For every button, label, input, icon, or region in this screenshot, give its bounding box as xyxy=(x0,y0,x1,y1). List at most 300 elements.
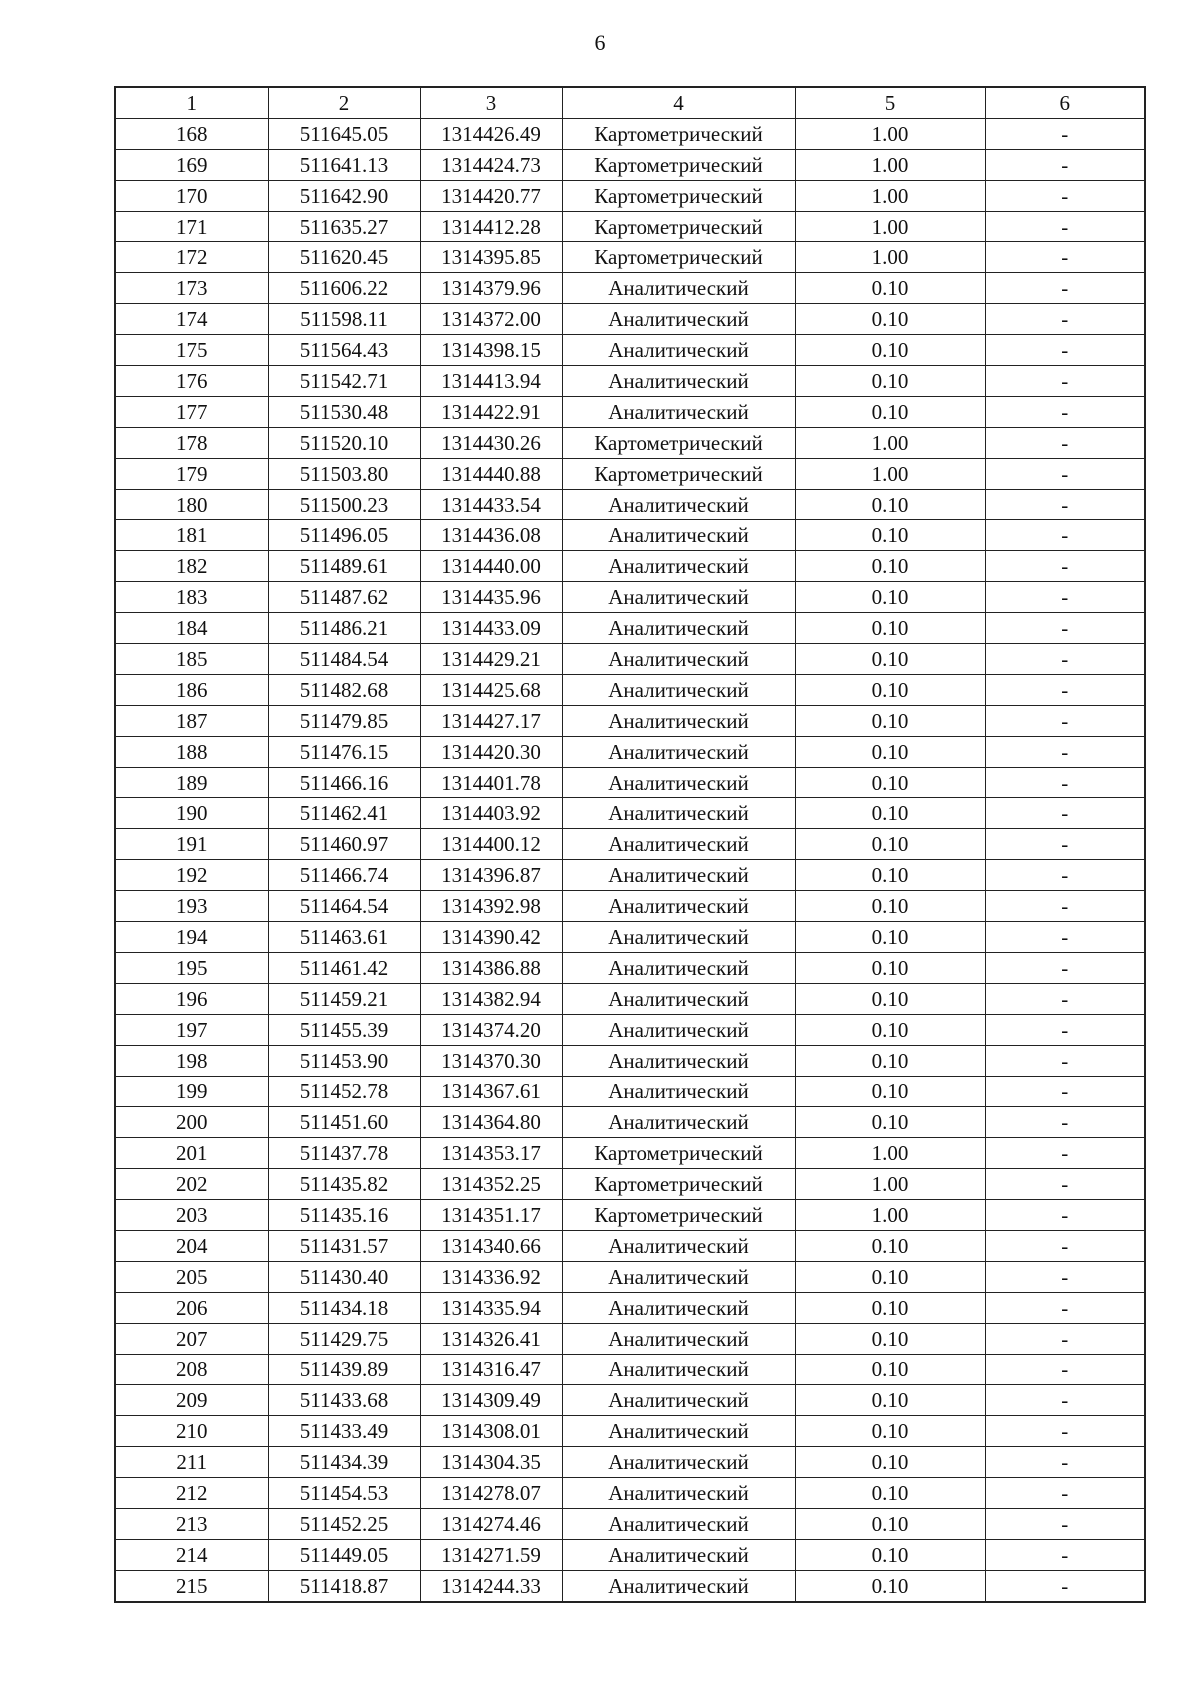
cell-coord-y: 1314427.17 xyxy=(420,705,562,736)
table-row xyxy=(115,1076,1145,1107)
cell-point-number: 176 xyxy=(115,366,268,397)
cell-point-number: 203 xyxy=(115,1200,268,1231)
cell-point-number: 182 xyxy=(115,551,268,582)
cell-note: - xyxy=(985,952,1145,983)
cell-method: Аналитический xyxy=(562,1447,795,1478)
cell-coord-y: 1314374.20 xyxy=(420,1014,562,1045)
cell-coord-x: 511530.48 xyxy=(268,396,420,427)
cell-note: - xyxy=(985,242,1145,273)
cell-coord-x: 511431.57 xyxy=(268,1230,420,1261)
cell-note: - xyxy=(985,582,1145,613)
table-row xyxy=(115,1200,1145,1231)
cell-method: Картометрический xyxy=(562,1200,795,1231)
cell-coord-x: 511430.40 xyxy=(268,1261,420,1292)
cell-accuracy: 0.10 xyxy=(795,1354,985,1385)
table-row xyxy=(115,242,1145,273)
cell-point-number: 204 xyxy=(115,1230,268,1261)
cell-accuracy: 0.10 xyxy=(795,767,985,798)
table-row xyxy=(115,366,1145,397)
cell-accuracy: 0.10 xyxy=(795,705,985,736)
cell-coord-y: 1314435.96 xyxy=(420,582,562,613)
cell-accuracy: 0.10 xyxy=(795,829,985,860)
cell-note: - xyxy=(985,335,1145,366)
table-row xyxy=(115,952,1145,983)
cell-accuracy: 0.10 xyxy=(795,1292,985,1323)
cell-method: Аналитический xyxy=(562,1261,795,1292)
cell-method: Аналитический xyxy=(562,798,795,829)
cell-note: - xyxy=(985,118,1145,149)
cell-coord-y: 1314352.25 xyxy=(420,1169,562,1200)
cell-method: Картометрический xyxy=(562,211,795,242)
cell-point-number: 173 xyxy=(115,273,268,304)
table-row xyxy=(115,705,1145,736)
cell-accuracy: 0.10 xyxy=(795,304,985,335)
cell-coord-y: 1314326.41 xyxy=(420,1323,562,1354)
table-row xyxy=(115,582,1145,613)
cell-point-number: 213 xyxy=(115,1508,268,1539)
cell-accuracy: 0.10 xyxy=(795,551,985,582)
cell-note: - xyxy=(985,273,1145,304)
cell-point-number: 197 xyxy=(115,1014,268,1045)
cell-accuracy: 0.10 xyxy=(795,1014,985,1045)
cell-point-number: 178 xyxy=(115,427,268,458)
cell-point-number: 196 xyxy=(115,983,268,1014)
cell-accuracy: 1.00 xyxy=(795,1200,985,1231)
cell-note: - xyxy=(985,458,1145,489)
table-row xyxy=(115,1107,1145,1138)
cell-point-number: 193 xyxy=(115,891,268,922)
cell-note: - xyxy=(985,1416,1145,1447)
cell-coord-y: 1314429.21 xyxy=(420,644,562,675)
cell-accuracy: 0.10 xyxy=(795,582,985,613)
table-row xyxy=(115,149,1145,180)
cell-accuracy: 1.00 xyxy=(795,427,985,458)
cell-coord-x: 511564.43 xyxy=(268,335,420,366)
cell-accuracy: 0.10 xyxy=(795,1570,985,1601)
cell-accuracy: 0.10 xyxy=(795,273,985,304)
cell-coord-x: 511466.74 xyxy=(268,860,420,891)
cell-coord-x: 511418.87 xyxy=(268,1570,420,1601)
cell-accuracy: 0.10 xyxy=(795,952,985,983)
cell-point-number: 206 xyxy=(115,1292,268,1323)
table-row xyxy=(115,829,1145,860)
cell-method: Аналитический xyxy=(562,1230,795,1261)
cell-method: Аналитический xyxy=(562,1107,795,1138)
cell-note: - xyxy=(985,427,1145,458)
cell-coord-y: 1314400.12 xyxy=(420,829,562,860)
cell-note: - xyxy=(985,489,1145,520)
cell-note: - xyxy=(985,1076,1145,1107)
cell-point-number: 211 xyxy=(115,1447,268,1478)
cell-method: Картометрический xyxy=(562,180,795,211)
table-row xyxy=(115,1261,1145,1292)
cell-coord-y: 1314433.09 xyxy=(420,613,562,644)
table-row xyxy=(115,1230,1145,1261)
cell-note: - xyxy=(985,1261,1145,1292)
cell-method: Аналитический xyxy=(562,1570,795,1601)
coordinates-table xyxy=(114,86,1146,1603)
cell-method: Аналитический xyxy=(562,335,795,366)
cell-accuracy: 0.10 xyxy=(795,891,985,922)
cell-accuracy: 0.10 xyxy=(795,1076,985,1107)
table-row xyxy=(115,489,1145,520)
table-row xyxy=(115,304,1145,335)
cell-accuracy: 0.10 xyxy=(795,1539,985,1570)
cell-note: - xyxy=(985,1539,1145,1570)
header-col-6: 6 xyxy=(985,87,1145,118)
cell-method: Аналитический xyxy=(562,1508,795,1539)
cell-point-number: 215 xyxy=(115,1570,268,1601)
cell-method: Аналитический xyxy=(562,582,795,613)
cell-coord-x: 511460.97 xyxy=(268,829,420,860)
table-row xyxy=(115,798,1145,829)
cell-point-number: 189 xyxy=(115,767,268,798)
cell-coord-y: 1314390.42 xyxy=(420,922,562,953)
cell-note: - xyxy=(985,149,1145,180)
cell-coord-y: 1314309.49 xyxy=(420,1385,562,1416)
table-row xyxy=(115,891,1145,922)
page-number: 6 xyxy=(594,30,606,55)
cell-coord-y: 1314424.73 xyxy=(420,149,562,180)
cell-coord-y: 1314412.28 xyxy=(420,211,562,242)
cell-point-number: 177 xyxy=(115,396,268,427)
cell-point-number: 187 xyxy=(115,705,268,736)
cell-accuracy: 0.10 xyxy=(795,983,985,1014)
cell-coord-x: 511466.16 xyxy=(268,767,420,798)
cell-note: - xyxy=(985,829,1145,860)
cell-method: Аналитический xyxy=(562,1478,795,1509)
cell-method: Аналитический xyxy=(562,1014,795,1045)
table-row xyxy=(115,1138,1145,1169)
cell-coord-y: 1314336.92 xyxy=(420,1261,562,1292)
cell-note: - xyxy=(985,1385,1145,1416)
cell-method: Аналитический xyxy=(562,952,795,983)
cell-point-number: 168 xyxy=(115,118,268,149)
cell-method: Аналитический xyxy=(562,829,795,860)
cell-method: Картометрический xyxy=(562,242,795,273)
cell-note: - xyxy=(985,922,1145,953)
table-row xyxy=(115,1354,1145,1385)
cell-accuracy: 1.00 xyxy=(795,458,985,489)
table-row xyxy=(115,273,1145,304)
cell-coord-y: 1314271.59 xyxy=(420,1539,562,1570)
cell-coord-y: 1314364.80 xyxy=(420,1107,562,1138)
cell-method: Картометрический xyxy=(562,427,795,458)
cell-coord-y: 1314422.91 xyxy=(420,396,562,427)
cell-point-number: 195 xyxy=(115,952,268,983)
header-col-1: 1 xyxy=(115,87,268,118)
cell-note: - xyxy=(985,180,1145,211)
cell-point-number: 170 xyxy=(115,180,268,211)
cell-coord-y: 1314433.54 xyxy=(420,489,562,520)
table-row xyxy=(115,211,1145,242)
cell-coord-x: 511435.82 xyxy=(268,1169,420,1200)
cell-method: Картометрический xyxy=(562,149,795,180)
cell-method: Картометрический xyxy=(562,458,795,489)
cell-note: - xyxy=(985,1230,1145,1261)
cell-point-number: 199 xyxy=(115,1076,268,1107)
cell-coord-y: 1314316.47 xyxy=(420,1354,562,1385)
cell-accuracy: 0.10 xyxy=(795,736,985,767)
table-row xyxy=(115,1169,1145,1200)
cell-coord-x: 511635.27 xyxy=(268,211,420,242)
cell-coord-x: 511487.62 xyxy=(268,582,420,613)
cell-note: - xyxy=(985,396,1145,427)
cell-accuracy: 0.10 xyxy=(795,798,985,829)
cell-note: - xyxy=(985,1292,1145,1323)
cell-coord-x: 511598.11 xyxy=(268,304,420,335)
cell-accuracy: 1.00 xyxy=(795,211,985,242)
cell-point-number: 184 xyxy=(115,613,268,644)
table-row xyxy=(115,1385,1145,1416)
cell-accuracy: 0.10 xyxy=(795,1478,985,1509)
cell-accuracy: 0.10 xyxy=(795,1261,985,1292)
cell-point-number: 172 xyxy=(115,242,268,273)
cell-accuracy: 1.00 xyxy=(795,118,985,149)
table-row xyxy=(115,767,1145,798)
cell-coord-x: 511452.78 xyxy=(268,1076,420,1107)
cell-accuracy: 0.10 xyxy=(795,860,985,891)
cell-accuracy: 0.10 xyxy=(795,335,985,366)
table-row xyxy=(115,1045,1145,1076)
cell-method: Аналитический xyxy=(562,551,795,582)
cell-coord-y: 1314440.88 xyxy=(420,458,562,489)
cell-coord-y: 1314403.92 xyxy=(420,798,562,829)
cell-coord-y: 1314426.49 xyxy=(420,118,562,149)
cell-method: Картометрический xyxy=(562,1138,795,1169)
cell-accuracy: 0.10 xyxy=(795,674,985,705)
cell-note: - xyxy=(985,613,1145,644)
cell-note: - xyxy=(985,304,1145,335)
cell-coord-y: 1314440.00 xyxy=(420,551,562,582)
cell-point-number: 185 xyxy=(115,644,268,675)
header-col-3: 3 xyxy=(420,87,562,118)
table-row xyxy=(115,458,1145,489)
cell-coord-y: 1314386.88 xyxy=(420,952,562,983)
table-row xyxy=(115,860,1145,891)
cell-accuracy: 0.10 xyxy=(795,644,985,675)
cell-coord-y: 1314396.87 xyxy=(420,860,562,891)
cell-method: Аналитический xyxy=(562,1076,795,1107)
cell-point-number: 202 xyxy=(115,1169,268,1200)
cell-coord-y: 1314392.98 xyxy=(420,891,562,922)
cell-coord-x: 511486.21 xyxy=(268,613,420,644)
header-col-2: 2 xyxy=(268,87,420,118)
cell-note: - xyxy=(985,366,1145,397)
cell-point-number: 179 xyxy=(115,458,268,489)
table-row xyxy=(115,396,1145,427)
cell-coord-x: 511645.05 xyxy=(268,118,420,149)
cell-point-number: 169 xyxy=(115,149,268,180)
cell-note: - xyxy=(985,983,1145,1014)
cell-coord-x: 511642.90 xyxy=(268,180,420,211)
cell-method: Аналитический xyxy=(562,1323,795,1354)
cell-method: Аналитический xyxy=(562,922,795,953)
cell-note: - xyxy=(985,1107,1145,1138)
cell-method: Аналитический xyxy=(562,489,795,520)
cell-accuracy: 0.10 xyxy=(795,1447,985,1478)
cell-point-number: 174 xyxy=(115,304,268,335)
cell-point-number: 210 xyxy=(115,1416,268,1447)
table-row xyxy=(115,1508,1145,1539)
cell-note: - xyxy=(985,1570,1145,1601)
cell-coord-x: 511464.54 xyxy=(268,891,420,922)
cell-note: - xyxy=(985,644,1145,675)
table-row xyxy=(115,1323,1145,1354)
cell-coord-y: 1314372.00 xyxy=(420,304,562,335)
table-row xyxy=(115,1416,1145,1447)
cell-accuracy: 1.00 xyxy=(795,1138,985,1169)
cell-coord-y: 1314367.61 xyxy=(420,1076,562,1107)
cell-method: Аналитический xyxy=(562,304,795,335)
cell-coord-y: 1314398.15 xyxy=(420,335,562,366)
cell-coord-x: 511454.53 xyxy=(268,1478,420,1509)
cell-point-number: 214 xyxy=(115,1539,268,1570)
header-row xyxy=(115,87,1145,118)
cell-coord-x: 511620.45 xyxy=(268,242,420,273)
table-row xyxy=(115,335,1145,366)
cell-accuracy: 0.10 xyxy=(795,1385,985,1416)
cell-accuracy: 0.10 xyxy=(795,396,985,427)
table-row xyxy=(115,1292,1145,1323)
table-row xyxy=(115,1447,1145,1478)
cell-accuracy: 1.00 xyxy=(795,149,985,180)
cell-coord-x: 511476.15 xyxy=(268,736,420,767)
cell-point-number: 201 xyxy=(115,1138,268,1169)
cell-coord-x: 511451.60 xyxy=(268,1107,420,1138)
cell-note: - xyxy=(985,1508,1145,1539)
cell-method: Аналитический xyxy=(562,1354,795,1385)
cell-note: - xyxy=(985,551,1145,582)
cell-point-number: 194 xyxy=(115,922,268,953)
cell-method: Аналитический xyxy=(562,1539,795,1570)
cell-point-number: 205 xyxy=(115,1261,268,1292)
cell-coord-y: 1314308.01 xyxy=(420,1416,562,1447)
cell-method: Аналитический xyxy=(562,1045,795,1076)
cell-coord-x: 511437.78 xyxy=(268,1138,420,1169)
cell-method: Аналитический xyxy=(562,1416,795,1447)
header-col-5: 5 xyxy=(795,87,985,118)
cell-point-number: 207 xyxy=(115,1323,268,1354)
cell-accuracy: 0.10 xyxy=(795,1508,985,1539)
cell-note: - xyxy=(985,1014,1145,1045)
cell-coord-x: 511463.61 xyxy=(268,922,420,953)
table-row xyxy=(115,1570,1145,1601)
table-row xyxy=(115,551,1145,582)
cell-point-number: 208 xyxy=(115,1354,268,1385)
cell-accuracy: 0.10 xyxy=(795,520,985,551)
cell-coord-x: 511484.54 xyxy=(268,644,420,675)
cell-coord-x: 511482.68 xyxy=(268,674,420,705)
cell-accuracy: 0.10 xyxy=(795,1107,985,1138)
cell-method: Аналитический xyxy=(562,860,795,891)
cell-accuracy: 0.10 xyxy=(795,1416,985,1447)
cell-coord-y: 1314430.26 xyxy=(420,427,562,458)
cell-note: - xyxy=(985,891,1145,922)
cell-method: Аналитический xyxy=(562,674,795,705)
cell-coord-x: 511500.23 xyxy=(268,489,420,520)
cell-method: Аналитический xyxy=(562,891,795,922)
cell-coord-x: 511461.42 xyxy=(268,952,420,983)
cell-coord-x: 511542.71 xyxy=(268,366,420,397)
cell-method: Аналитический xyxy=(562,520,795,551)
cell-point-number: 200 xyxy=(115,1107,268,1138)
cell-accuracy: 1.00 xyxy=(795,180,985,211)
cell-point-number: 186 xyxy=(115,674,268,705)
cell-point-number: 180 xyxy=(115,489,268,520)
cell-coord-x: 511434.39 xyxy=(268,1447,420,1478)
cell-coord-y: 1314395.85 xyxy=(420,242,562,273)
cell-note: - xyxy=(985,736,1145,767)
cell-coord-y: 1314382.94 xyxy=(420,983,562,1014)
cell-method: Аналитический xyxy=(562,983,795,1014)
cell-coord-x: 511433.49 xyxy=(268,1416,420,1447)
cell-accuracy: 0.10 xyxy=(795,1045,985,1076)
cell-coord-y: 1314340.66 xyxy=(420,1230,562,1261)
table-row xyxy=(115,736,1145,767)
cell-method: Аналитический xyxy=(562,1292,795,1323)
table-body xyxy=(115,118,1145,1601)
cell-point-number: 212 xyxy=(115,1478,268,1509)
cell-note: - xyxy=(985,1323,1145,1354)
cell-note: - xyxy=(985,860,1145,891)
table-row xyxy=(115,644,1145,675)
cell-point-number: 209 xyxy=(115,1385,268,1416)
table-row xyxy=(115,427,1145,458)
cell-accuracy: 1.00 xyxy=(795,1169,985,1200)
cell-method: Аналитический xyxy=(562,273,795,304)
table-row xyxy=(115,180,1145,211)
header-col-4: 4 xyxy=(562,87,795,118)
cell-accuracy: 0.10 xyxy=(795,366,985,397)
cell-coord-y: 1314401.78 xyxy=(420,767,562,798)
cell-coord-y: 1314278.07 xyxy=(420,1478,562,1509)
cell-coord-x: 511449.05 xyxy=(268,1539,420,1570)
cell-coord-x: 511641.13 xyxy=(268,149,420,180)
cell-coord-y: 1314370.30 xyxy=(420,1045,562,1076)
cell-point-number: 190 xyxy=(115,798,268,829)
cell-note: - xyxy=(985,1138,1145,1169)
cell-method: Аналитический xyxy=(562,736,795,767)
cell-note: - xyxy=(985,1354,1145,1385)
cell-coord-x: 511435.16 xyxy=(268,1200,420,1231)
cell-coord-y: 1314353.17 xyxy=(420,1138,562,1169)
cell-method: Аналитический xyxy=(562,644,795,675)
cell-note: - xyxy=(985,1200,1145,1231)
table-row xyxy=(115,613,1145,644)
cell-method: Аналитический xyxy=(562,705,795,736)
cell-note: - xyxy=(985,211,1145,242)
cell-accuracy: 0.10 xyxy=(795,922,985,953)
cell-note: - xyxy=(985,1478,1145,1509)
cell-coord-x: 511439.89 xyxy=(268,1354,420,1385)
cell-point-number: 175 xyxy=(115,335,268,366)
cell-coord-x: 511455.39 xyxy=(268,1014,420,1045)
cell-accuracy: 0.10 xyxy=(795,1323,985,1354)
cell-coord-x: 511479.85 xyxy=(268,705,420,736)
table-row xyxy=(115,1014,1145,1045)
table-row xyxy=(115,1478,1145,1509)
cell-coord-x: 511489.61 xyxy=(268,551,420,582)
cell-point-number: 188 xyxy=(115,736,268,767)
cell-note: - xyxy=(985,1169,1145,1200)
cell-coord-y: 1314413.94 xyxy=(420,366,562,397)
table-row xyxy=(115,520,1145,551)
cell-coord-y: 1314425.68 xyxy=(420,674,562,705)
table-row xyxy=(115,118,1145,149)
cell-coord-x: 511452.25 xyxy=(268,1508,420,1539)
cell-method: Аналитический xyxy=(562,366,795,397)
